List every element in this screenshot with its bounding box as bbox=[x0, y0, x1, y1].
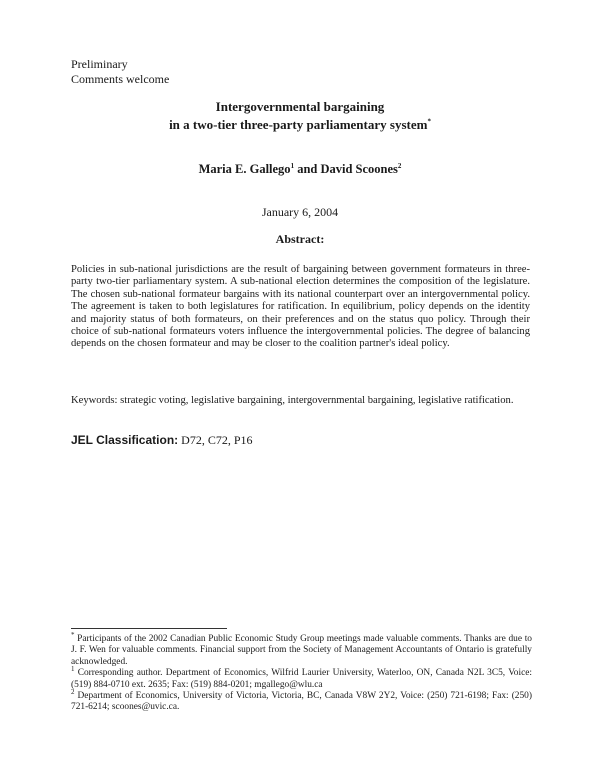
author-scoones-mark: 2 bbox=[397, 161, 402, 170]
author-gallego: Maria E. Gallego bbox=[198, 162, 291, 176]
footnote-star-text: Participants of the 2002 Canadian Public Economic Study Group meetings made valuable comments. Thanks are due to J. F. Wen for valuable comments. Financial support from the Society of Management Accountants of Ontario is gratefully acknowledged. bbox=[71, 634, 532, 667]
abstract-body: Policies in sub-national jurisdictions are the result of bargaining between government formateurs in three-party two-tier parliamentary system. A sub-national election determines the composition of the legislature. The chosen sub-national formateur bargains with its national counterpart over an intergovernmental policy. The agreement is taken to both legislatures for ratification. In equilibrium, policy depends on the identity and majority status of both formateurs, on their preferences and on the status quo policy. Through their choice of sub-national formateurs voters influence the intergovernmental policies. The degree of balancing depends on the chosen formateur and may be closer to the coalition partner's ideal policy. bbox=[71, 264, 530, 350]
paper-title bbox=[0, 98, 600, 134]
author-conjunction: and bbox=[294, 162, 321, 176]
footnote-1-mark: 1 bbox=[71, 665, 75, 674]
footnote-2-mark: 2 bbox=[71, 687, 75, 696]
title-line-1: Intergovernmental bargaining bbox=[215, 99, 385, 114]
title-line-2 bbox=[0, 116, 600, 134]
keywords: Keywords: strategic voting, legislative bargaining, intergovernmental bargaining, legislative ratification. bbox=[71, 395, 514, 406]
footnote-1 bbox=[71, 665, 532, 691]
jel-classification bbox=[71, 433, 253, 448]
footnote-star bbox=[71, 630, 532, 668]
abstract-heading: Abstract: bbox=[275, 232, 325, 246]
title-line-2-text: in a two-tier three-party parliamentary system bbox=[169, 117, 428, 132]
author-gallego-mark: 1 bbox=[290, 161, 295, 170]
footnote-1-text: Corresponding author. Department of Economics, Wilfrid Laurier University, Waterloo, ON, Canada N2L 3C5, Voice: (519) 884-0710 ext. 2635; Fax: (519) 884-0201; mgallego@wlu.ca bbox=[71, 668, 532, 690]
author-scoones: David Scoones bbox=[320, 162, 398, 176]
footnote-2-text: Department of Economics, University of Victoria, Victoria, BC, Canada V8W 2Y2, Voice: (250) 721-6198; Fax: (250) 721-6214; scoones@uvic.ca. bbox=[71, 691, 532, 713]
status-comments: Comments welcome bbox=[71, 72, 170, 86]
draft-status bbox=[71, 57, 169, 87]
author-list bbox=[0, 162, 600, 177]
footnote-2 bbox=[71, 687, 532, 714]
jel-label: JEL Classification: bbox=[71, 433, 179, 447]
status-preliminary: Preliminary bbox=[71, 57, 128, 71]
title-footnote-mark: * bbox=[427, 117, 431, 126]
footnote-divider bbox=[71, 628, 227, 629]
jel-codes: D72, C72, P16 bbox=[178, 433, 253, 447]
paper-date: January 6, 2004 bbox=[261, 205, 339, 219]
footnotes bbox=[71, 630, 532, 714]
footnote-star-mark: * bbox=[71, 630, 75, 639]
